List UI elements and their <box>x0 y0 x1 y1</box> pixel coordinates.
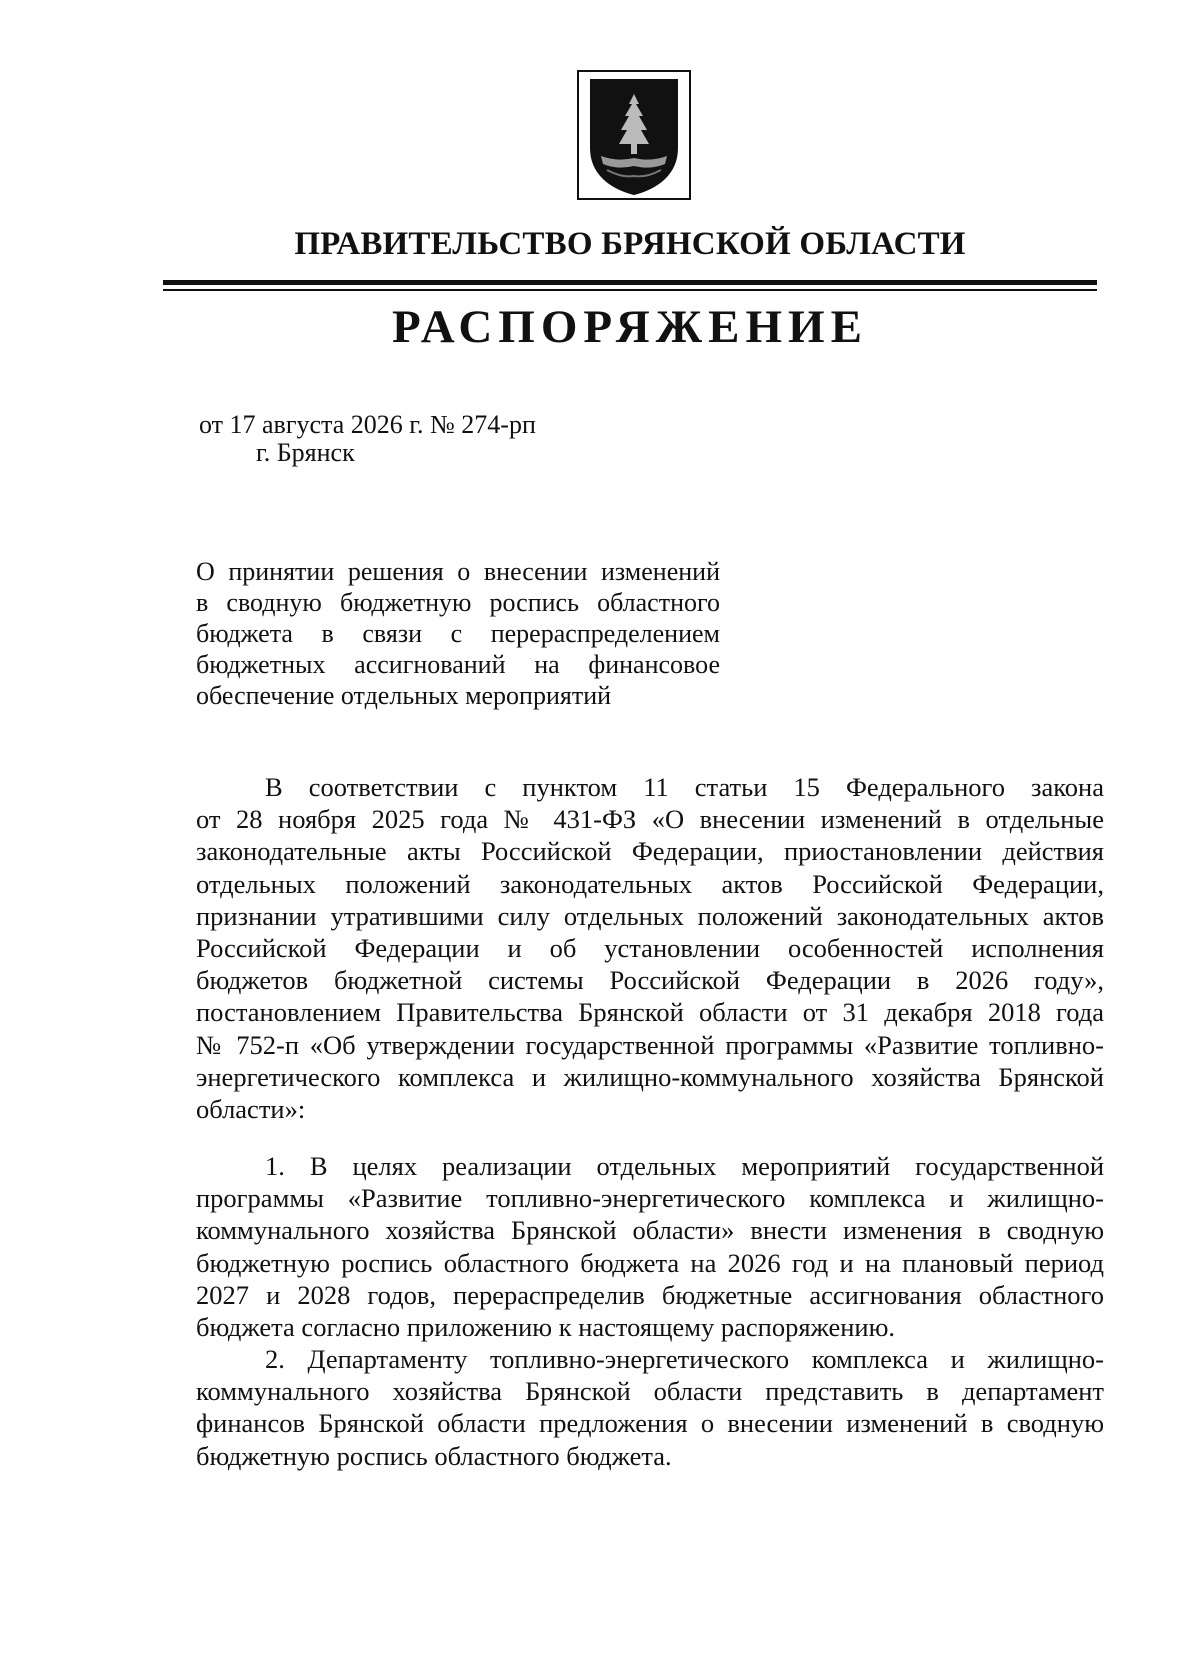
preamble-line: законодательные акты Российской Федерации, приостановлении действия <box>196 836 1104 867</box>
item-1-line: программы «Развитие топливно-энергетического комплекса и жилищно- <box>196 1183 1104 1214</box>
preamble-paragraph <box>196 771 1104 1125</box>
preamble-line: признании утратившими силу отдельных положений законодательных актов <box>196 900 1104 931</box>
item-2-line: 2. Департаменту топливно-энергетического комплекса и жилищно- <box>265 1344 1104 1374</box>
government-title: ПРАВИТЕЛЬСТВО БРЯНСКОЙ ОБЛАСТИ <box>294 226 966 262</box>
subject-line: обеспечение отдельных мероприятий <box>196 681 612 710</box>
date-number-line: от 17 августа 2026 г. № 274-рп <box>199 410 536 439</box>
header-rule-thick <box>163 280 1097 285</box>
header-rule-thin <box>163 289 1097 291</box>
preamble-line: области»: <box>196 1094 306 1125</box>
preamble-line: энергетического комплекса и жилищно-коммунального хозяйства Брянской <box>196 1061 1104 1092</box>
city-line: г. Брянск <box>256 438 355 467</box>
item-1-line: бюджетную роспись областного бюджета на 2026 год и на плановый период <box>196 1247 1104 1278</box>
preamble-line: бюджетов бюджетной системы Российской Федерации в 2026 году», <box>196 965 1104 996</box>
preamble-line: отдельных положений законодательных актов Российской Федерации, <box>196 868 1104 899</box>
item-2-paragraph <box>196 1343 1104 1472</box>
item-2-line: бюджетную роспись областного бюджета. <box>196 1440 672 1471</box>
item-1-paragraph <box>196 1150 1104 1343</box>
document-type-title: РАСПОРЯЖЕНИЕ <box>392 301 868 353</box>
preamble-line: В соответствии с пунктом 11 статьи 15 Федерального закона <box>265 772 1104 802</box>
subject-block <box>196 556 720 711</box>
preamble-line: от 28 ноября 2025 года № 431-ФЗ «О внесении изменений в отдельные <box>196 804 1104 835</box>
preamble-line: постановлением Правительства Брянской области от 31 декабря 2018 года <box>196 997 1104 1028</box>
coat-of-arms-emblem <box>577 70 691 200</box>
subject-line: бюджетных ассигнований на финансовое <box>196 650 720 679</box>
subject-line: бюджета в связи с перераспределением <box>196 619 720 648</box>
subject-line: в сводную бюджетную роспись областного <box>196 588 720 617</box>
item-2-line: финансов Брянской области предложения о внесении изменений в сводную <box>196 1408 1104 1439</box>
preamble-line: № 752-п «Об утверждении государственной программы «Развитие топливно- <box>196 1029 1104 1060</box>
item-1-line: коммунального хозяйства Брянской области» внести изменения в сводную <box>196 1215 1104 1246</box>
preamble-line: Российской Федерации и об установлении особенностей исполнения <box>196 933 1104 964</box>
subject-line: О принятии решения о внесении изменений <box>196 557 720 586</box>
item-1-line: 2027 и 2028 годов, перераспределив бюджетные ассигнования областного <box>196 1279 1104 1310</box>
item-1-line: бюджета согласно приложению к настоящему распоряжению. <box>196 1312 896 1343</box>
item-1-line: 1. В целях реализации отдельных мероприятий государственной <box>265 1151 1104 1181</box>
item-2-line: коммунального хозяйства Брянской области представить в департамент <box>196 1376 1104 1407</box>
